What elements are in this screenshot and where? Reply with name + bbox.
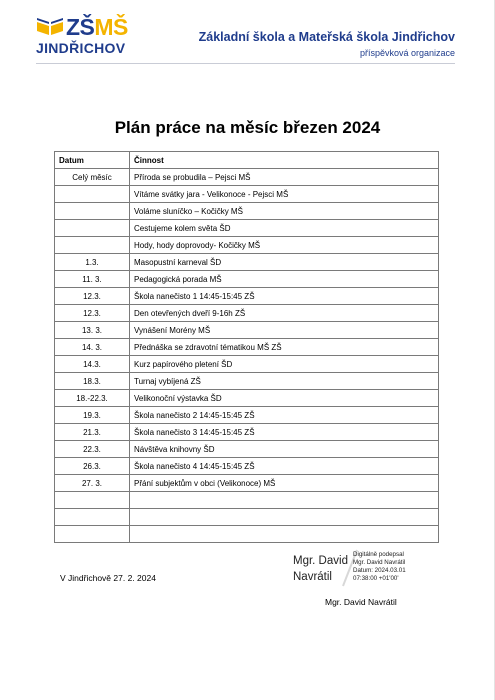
row-activity (130, 492, 439, 509)
row-activity: Vítáme svátky jara - Velikonoce - Pejsci MŠ (130, 186, 439, 203)
row-date: 11. 3. (55, 271, 130, 288)
row-activity: Turnaj vybíjená ZŠ (130, 373, 439, 390)
row-date: 19.3. (55, 407, 130, 424)
book-pages-icon (36, 17, 64, 37)
document-title: Plán práce na měsíc březen 2024 (114, 118, 381, 137)
table-row (55, 186, 439, 203)
row-date (55, 220, 130, 237)
row-date: 13. 3. (55, 322, 130, 339)
signature-detail-line: Digitálně podepsal (353, 551, 404, 558)
row-date: 27. 3. (55, 475, 130, 492)
signature-detail-line: 07:38:00 +01'00' (353, 575, 399, 582)
row-date (55, 509, 130, 526)
plan-table-body (55, 169, 439, 543)
row-activity: Masopustní karneval ŠD (130, 254, 439, 271)
row-activity: Škola nanečisto 2 14:45-15:45 ZŠ (130, 407, 439, 424)
logo-abbr-zs: ZŠ (66, 14, 95, 40)
row-date: 21.3. (55, 424, 130, 441)
table-row (55, 407, 439, 424)
row-date: 18.3. (55, 373, 130, 390)
row-activity (130, 526, 439, 543)
table-row (55, 237, 439, 254)
row-activity: Pedagogická porada MŠ (130, 271, 439, 288)
row-activity: Cestujeme kolem světa ŠD (130, 220, 439, 237)
row-date: 12.3. (55, 288, 130, 305)
logo-town: JINDŘICHOV (36, 40, 126, 56)
row-activity: Voláme sluníčko – Kočičky MŠ (130, 203, 439, 220)
row-activity: Den otevřených dveří 9-16h ZŠ (130, 305, 439, 322)
table-header-row (55, 152, 439, 169)
table-row (55, 373, 439, 390)
school-type: příspěvková organizace (359, 48, 455, 58)
signature-name: Mgr. David Navrátil (293, 555, 348, 583)
row-activity (130, 509, 439, 526)
row-activity: Škola nanečisto 4 14:45-15:45 ZŠ (130, 458, 439, 475)
row-activity: Přání subjektům v obci (Velikonoce) MŠ (130, 475, 439, 492)
column-header-activity: Činnost (130, 152, 439, 169)
table-row (55, 356, 439, 373)
row-date: 12.3. (55, 305, 130, 322)
row-activity: Kurz papírového pletení ŠD (130, 356, 439, 373)
table-row (55, 203, 439, 220)
digital-signature-details (353, 551, 406, 583)
row-activity: Přednáška se zdravotní tématikou MŠ ZŠ (130, 339, 439, 356)
place-and-date: V Jindřichově 27. 2. 2024 (60, 573, 156, 583)
signature-detail-line: Mgr. David Navrátil (353, 559, 406, 566)
row-date (55, 203, 130, 220)
row-date (55, 186, 130, 203)
table-row (55, 509, 439, 526)
row-activity: Škola nanečisto 3 14:45-15:45 ZŠ (130, 424, 439, 441)
row-date: 14.3. (55, 356, 130, 373)
plan-table (54, 151, 439, 543)
row-date: 26.3. (55, 458, 130, 475)
table-row (55, 322, 439, 339)
row-date: 22.3. (55, 441, 130, 458)
logo-abbreviation (66, 15, 128, 39)
school-logo (36, 14, 128, 58)
table-row (55, 169, 439, 186)
table-row (55, 339, 439, 356)
table-row (55, 271, 439, 288)
table-row (55, 492, 439, 509)
table-row (55, 441, 439, 458)
row-date (55, 492, 130, 509)
table-row (55, 288, 439, 305)
row-activity: Vynášení Morény MŠ (130, 322, 439, 339)
table-row (55, 526, 439, 543)
signature-printed-name: Mgr. David Navrátil (325, 597, 397, 607)
school-name: Základní škola a Mateřská škola Jindřichov (198, 30, 455, 44)
table-row (55, 475, 439, 492)
table-row (55, 458, 439, 475)
table-row (55, 390, 439, 407)
row-date: 14. 3. (55, 339, 130, 356)
row-activity: Velikonoční výstavka ŠD (130, 390, 439, 407)
row-date: Celý měsíc (55, 169, 130, 186)
signature-detail-line: Datum: 2024.03.01 (353, 567, 406, 574)
row-date: 18.-22.3. (55, 390, 130, 407)
header-divider (36, 63, 455, 64)
row-activity: Příroda se probudila – Pejsci MŠ (130, 169, 439, 186)
row-activity: Škola nanečisto 1 14:45-15:45 ZŠ (130, 288, 439, 305)
row-date (55, 237, 130, 254)
row-date: 1.3. (55, 254, 130, 271)
column-header-date: Datum (55, 152, 130, 169)
row-activity: Hody, hody doprovody- Kočičky MŠ (130, 237, 439, 254)
table-row (55, 424, 439, 441)
row-date (55, 526, 130, 543)
table-row (55, 220, 439, 237)
table-row (55, 254, 439, 271)
logo-abbr-ms: MŠ (94, 14, 128, 40)
table-row (55, 305, 439, 322)
row-activity: Návštěva knihovny ŠD (130, 441, 439, 458)
